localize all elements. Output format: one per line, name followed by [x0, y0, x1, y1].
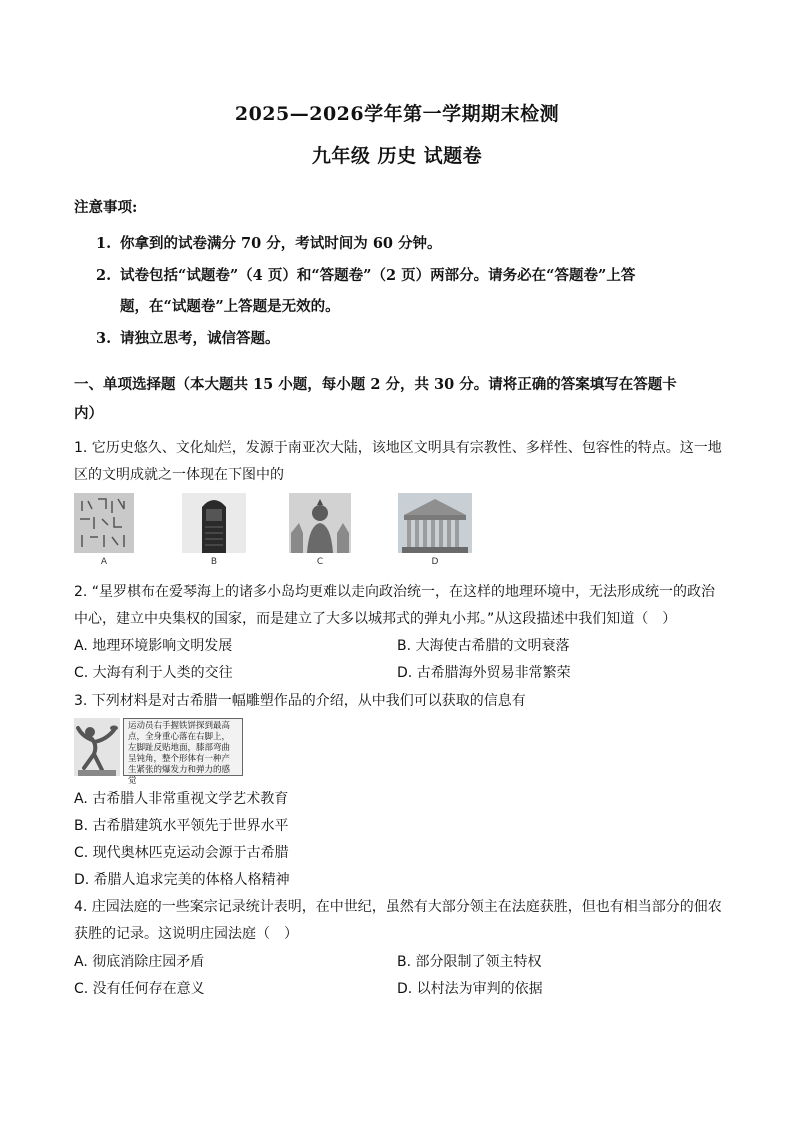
- cuneiform-tablet-image: [74, 493, 134, 553]
- notice-item: [96, 264, 635, 285]
- question-2-stem-continuation: 中心，建立中央集权的国家，而是建立了大多以城邦式的弹丸小邦。”从这段描述中我们知道（ ）: [74, 611, 677, 627]
- question-4-stem: 4. 庄园法庭的一些案宗记录统计表明，在中世纪，虽然有大部分领主在法庭获胜，但也有相当部分的佃农: [74, 899, 722, 915]
- option-a: A. 彻底消除庄园矛盾: [74, 954, 205, 970]
- notice-item-number: 1.: [96, 235, 112, 252]
- option-c: C. 大海有利于人类的交往: [74, 665, 233, 681]
- option-b: B. 古希腊建筑水平领先于世界水平: [74, 818, 289, 834]
- notice-item-text: 你拿到的试卷满分 70 分，考试时间为 60 分钟。: [120, 235, 442, 252]
- notice-item-continuation: 题，在“试题卷”上答题是无效的。: [120, 298, 340, 315]
- notice-item-number: 2.: [96, 267, 112, 284]
- option-b: B. 大海使古希腊的文明衰落: [397, 638, 570, 654]
- image-label: C: [316, 557, 324, 567]
- image-label: D: [431, 557, 439, 567]
- discobolus-statue-image: [74, 718, 120, 776]
- question-3-stem: 3. 下列材料是对古希腊一幅雕塑作品的介绍，从中我们可以获取的信息有: [74, 693, 526, 709]
- option-b: B. 部分限制了领主特权: [397, 954, 542, 970]
- image-label: A: [100, 557, 108, 567]
- buddha-statue-image: [289, 493, 351, 553]
- option-a: A. 地理环境影响文明发展: [74, 638, 233, 654]
- question-4-stem-continuation: 获胜的记录。这说明庄园法庭（ ）: [74, 926, 298, 942]
- section-heading: 一、单项选择题（本大题共 15 小题，每小题 2 分，共 30 分。请将正确的答案填写在答题卡: [74, 376, 677, 393]
- question-1-stem-continuation: 区的文明成就之一体现在下图中的: [74, 467, 284, 483]
- option-a: A. 古希腊人非常重视文学艺术教育: [74, 791, 289, 807]
- option-d: D. 希腊人追求完美的体格人格精神: [74, 872, 290, 888]
- question-1-stem: 1. 它历史悠久、文化灿烂，发源于南亚次大陆，该地区文明具有宗教性、多样性、包容性的特点。这一地: [74, 440, 722, 456]
- pantheon-image: [398, 493, 472, 553]
- sculpture-description-box: 运动员右手握铁饼探到最高点，全身重心落在右脚上，左脚趾反贴地面，膝部弯曲呈钝角，整个形体有一种产生紧张的爆发力和弹力的感觉: [123, 718, 243, 776]
- option-d: D. 以村法为审判的依据: [397, 981, 543, 997]
- notice-item-text: 请独立思考，诚信答题。: [120, 330, 280, 347]
- image-label: B: [210, 557, 218, 567]
- notice-item: [96, 327, 280, 348]
- section-heading-continuation: 内）: [74, 405, 103, 422]
- option-c: C. 没有任何存在意义: [74, 981, 205, 997]
- question-2-stem: 2. “星罗棋布在爱琴海上的诸多小岛均更难以走向政治统一，在这样的地理环境中，无法形成统一的政治: [74, 584, 716, 600]
- notice-heading: 注意事项:: [74, 199, 138, 216]
- notice-item: [96, 232, 442, 253]
- option-d: D. 古希腊海外贸易非常繁荣: [397, 665, 571, 681]
- notice-item-text: 试卷包括“试题卷”（4 页）和“答题卷”（2 页）两部分。请务必在“答题卷”上答: [120, 267, 636, 284]
- hammurabi-stele-image: [182, 493, 246, 553]
- exam-title: 2025—2026学年第一学期期末检测: [234, 103, 560, 125]
- option-c: C. 现代奥林匹克运动会源于古希腊: [74, 845, 289, 861]
- notice-item-number: 3.: [96, 330, 112, 347]
- exam-subtitle: 九年级 历史 试题卷: [311, 145, 483, 167]
